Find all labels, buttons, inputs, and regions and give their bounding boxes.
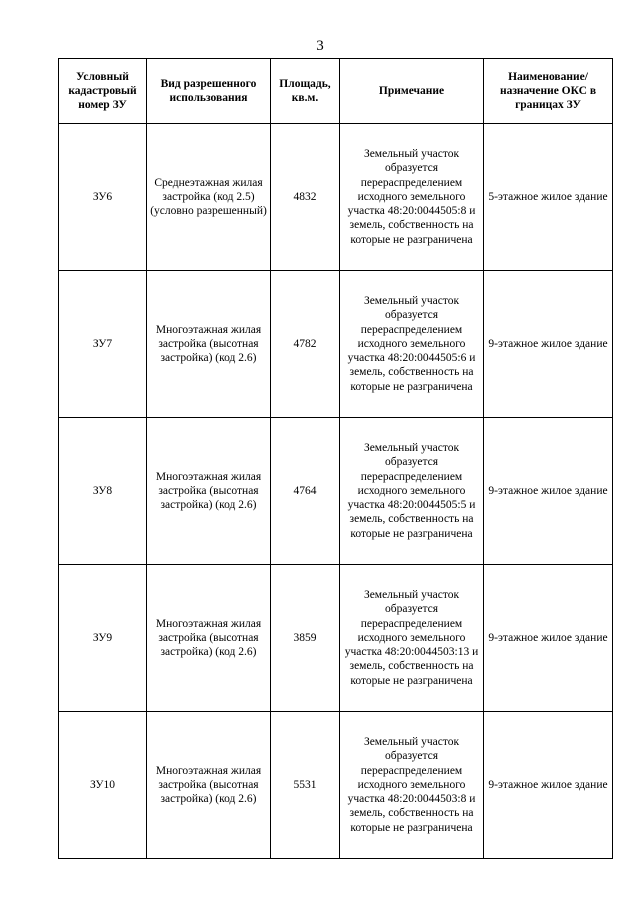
cell-area: 4764 [271,418,340,565]
cell-building-purpose: 9-этажное жилое здание [484,565,613,712]
table-row [59,124,613,271]
cell-permitted-use: Среднеэтажная жилая застройка (код 2.5) (условно разрешенный) [147,124,271,271]
page-number: 3 [316,38,324,54]
cell-area: 5531 [271,712,340,859]
cell-permitted-use: Многоэтажная жилая застройка (высотная застройка) (код 2.6) [147,712,271,859]
cell-note: Земельный участок образуется перераспределением исходного земельного участка 48:20:0044503:8 и земель, собственность на которые не разграничена [340,712,484,859]
cell-permitted-use: Многоэтажная жилая застройка (высотная застройка) (код 2.6) [147,271,271,418]
cell-cadastral-number: ЗУ8 [59,418,147,565]
cell-note: Земельный участок образуется перераспределением исходного земельного участка 48:20:0044505:6 и земель, собственность на которые не разграничена [340,271,484,418]
table-header-row [59,59,613,124]
cell-note: Земельный участок образуется перераспределением исходного земельного участка 48:20:0044505:8 и земель, собственность на которые не разграничена [340,124,484,271]
header-building-purpose: Наименование/ назначение ОКС в границах ЗУ [484,59,613,124]
header-permitted-use: Вид разрешенного использования [147,59,271,124]
cell-note: Земельный участок образуется перераспределением исходного земельного участка 48:20:0044503:13 и земель, собственность на которые не разграничена [340,565,484,712]
table-row [59,712,613,859]
cell-building-purpose: 5-этажное жилое здание [484,124,613,271]
land-plots-table [58,58,613,859]
cell-cadastral-number: ЗУ9 [59,565,147,712]
cell-area: 3859 [271,565,340,712]
table-row [59,565,613,712]
header-cadastral-number: Условный кадастровый номер ЗУ [59,59,147,124]
cell-building-purpose: 9-этажное жилое здание [484,271,613,418]
cell-building-purpose: 9-этажное жилое здание [484,418,613,565]
cell-cadastral-number: ЗУ10 [59,712,147,859]
cell-note: Земельный участок образуется перераспределением исходного земельного участка 48:20:0044505:5 и земель, собственность на которые не разграничена [340,418,484,565]
table-row [59,271,613,418]
cell-permitted-use: Многоэтажная жилая застройка (высотная застройка) (код 2.6) [147,565,271,712]
cell-area: 4832 [271,124,340,271]
cell-permitted-use: Многоэтажная жилая застройка (высотная застройка) (код 2.6) [147,418,271,565]
cell-cadastral-number: ЗУ6 [59,124,147,271]
cell-cadastral-number: ЗУ7 [59,271,147,418]
table-row [59,418,613,565]
cell-building-purpose: 9-этажное жилое здание [484,712,613,859]
header-area: Площадь, кв.м. [271,59,340,124]
cell-area: 4782 [271,271,340,418]
header-note: Примечание [340,59,484,124]
